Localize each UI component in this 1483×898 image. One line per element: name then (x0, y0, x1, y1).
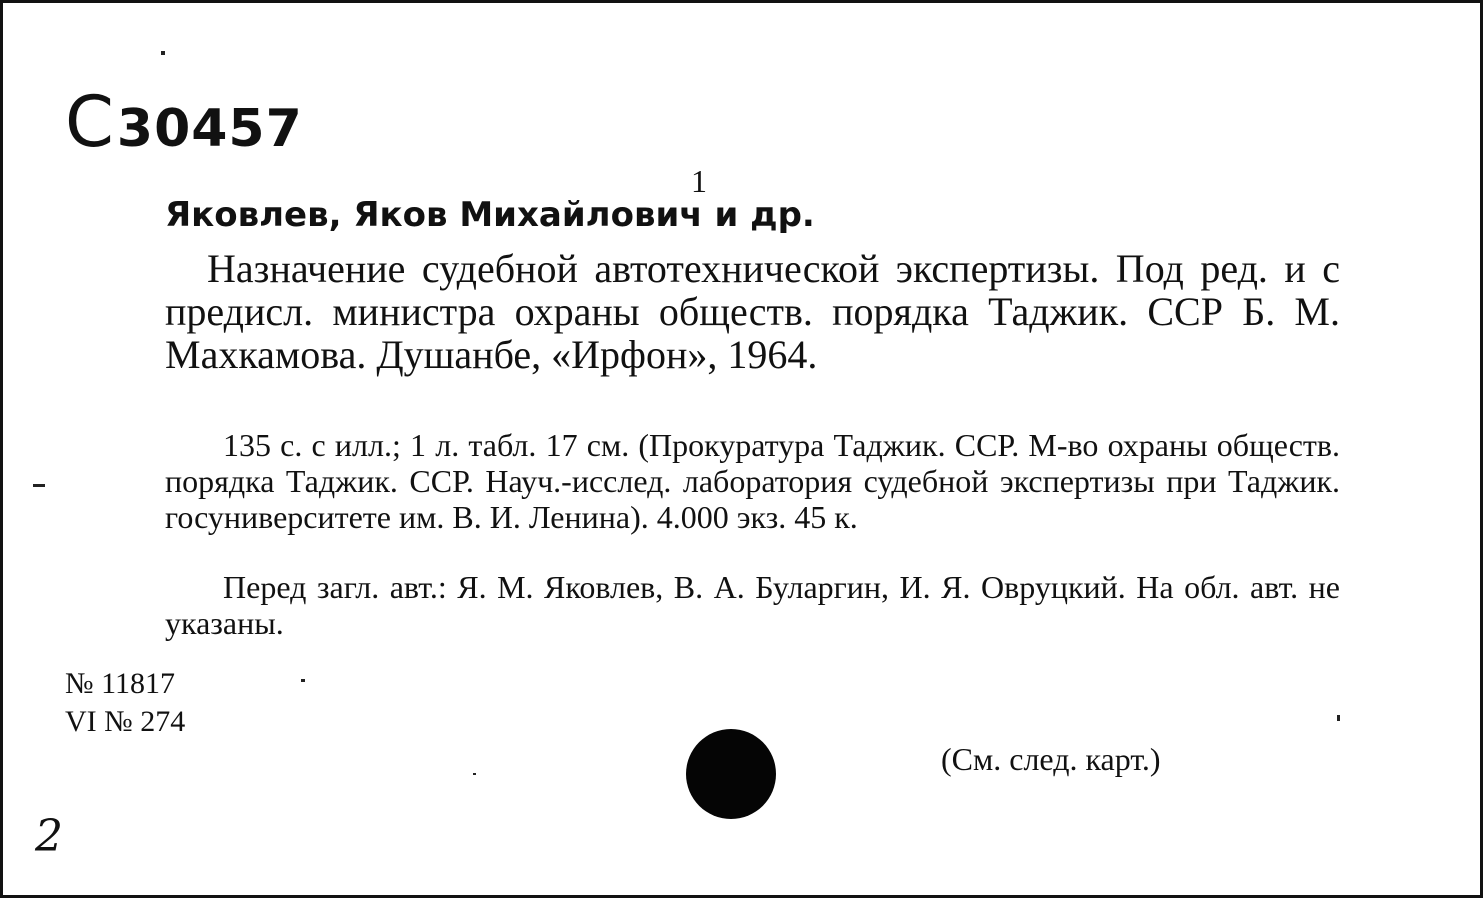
speck (1337, 715, 1340, 721)
collation-text: 135 с. с илл.; 1 л. табл. 17 см. (Прокуратура Таджик. ССР. М-во охраны обществ. порядка Таджик. ССР. Науч.-исслед. лаборатория судебной экспертизы при Таджик. госуниверситете им. В. И. Ленина). 4.000 экз. 45 к. (165, 427, 1340, 535)
continuation-note: (См. след. карт.) (941, 741, 1161, 777)
speck (161, 51, 165, 55)
call-number (65, 81, 303, 163)
inventory-number: VI № 274 (65, 705, 186, 738)
author-heading: Яковлев, Яков Михайлович и др. (165, 195, 815, 235)
handwritten-mark: 2 (35, 811, 63, 862)
call-number-letter: С (65, 81, 115, 163)
speck (301, 679, 305, 682)
card-sequence-number: 1 (691, 163, 707, 199)
call-number-digits: 30457 (116, 99, 303, 159)
margin-dash (33, 484, 45, 487)
accession-number: № 11817 (65, 667, 176, 700)
title-statement: Назначение судебной автотехнической экспертизы. Под ред. и с предисл. министра охраны обществ. порядка Таджик. ССР Б. М. Махкамова. Душанбе, «Ирфон», 1964. (165, 246, 1340, 377)
speck (473, 773, 476, 775)
punch-hole (686, 729, 776, 819)
authors-note: Перед загл. авт.: Я. М. Яковлев, В. А. Буларгин, И. Я. Овруцкий. На обл. авт. не указаны. (165, 569, 1340, 641)
